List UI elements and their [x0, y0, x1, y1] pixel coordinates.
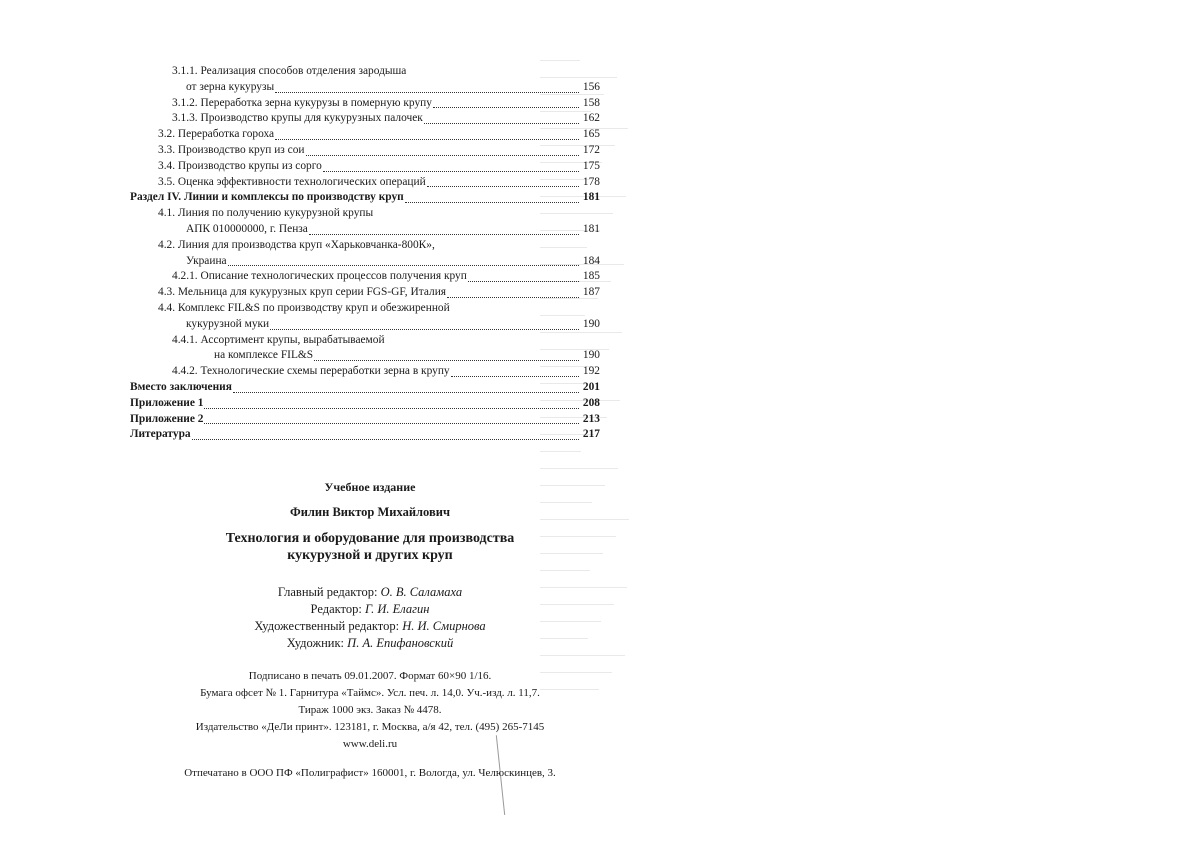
toc-leader-dots — [433, 106, 579, 108]
toc-leader-dots — [405, 201, 579, 203]
credit-chief-editor — [150, 584, 590, 601]
toc-entry — [130, 111, 600, 127]
toc-leader-dots — [275, 138, 579, 140]
toc-entry — [130, 317, 600, 333]
toc-leader-dots — [468, 280, 579, 282]
toc-entry — [130, 380, 600, 396]
credit-role: Редактор: — [310, 602, 365, 616]
book-title-line-1: Технология и оборудование для производства — [225, 531, 515, 546]
toc-entry — [130, 222, 600, 238]
toc-entry-title: 4.3. Мельница для кукурузных круп серии FGS-GF, Италия — [158, 286, 447, 299]
toc-leader-dots — [314, 359, 579, 361]
toc-entry-title: 4.4.2. Технологические схемы переработки зерна в крупу — [172, 365, 450, 378]
toc-entry — [130, 427, 600, 443]
toc-entry-page: 217 — [582, 428, 600, 441]
toc-leader-dots — [233, 391, 579, 393]
book-title — [150, 530, 590, 564]
toc-leader-dots — [309, 233, 579, 235]
toc-entry — [130, 364, 600, 380]
toc-entry-title: Литература — [130, 428, 191, 441]
table-of-contents — [130, 64, 600, 443]
toc-entry — [130, 269, 600, 285]
toc-entry — [130, 143, 600, 159]
toc-leader-dots — [192, 438, 579, 440]
toc-entry-page: 213 — [582, 412, 600, 425]
toc-leader-dots — [447, 296, 579, 298]
toc-entry-page: 172 — [582, 143, 600, 156]
credit-artist — [150, 635, 590, 652]
toc-leader-dots — [323, 170, 579, 172]
toc-entry — [130, 301, 600, 317]
pub-line: Тираж 1000 экз. Заказ № 4478. — [298, 704, 442, 716]
toc-entry-page: 201 — [582, 380, 600, 393]
credit-role: Художественный редактор: — [254, 619, 403, 633]
pub-line: www.deli.ru — [342, 738, 398, 750]
toc-entry — [130, 80, 600, 96]
credits — [150, 584, 590, 652]
toc-entry-page: 192 — [582, 365, 600, 378]
toc-leader-dots — [451, 375, 579, 377]
ghost-line — [540, 60, 580, 61]
toc-entry — [130, 159, 600, 175]
credit-art-editor — [150, 618, 590, 635]
credit-editor — [150, 601, 590, 618]
toc-entry-page: 181 — [582, 191, 600, 204]
toc-entry-title: кукурузной муки — [186, 317, 270, 330]
toc-leader-dots — [204, 407, 579, 409]
publication-details — [150, 668, 590, 753]
toc-entry — [130, 396, 600, 412]
edition-type: Учебное издание — [324, 480, 416, 494]
toc-entry — [130, 412, 600, 428]
toc-entry-page: 178 — [582, 175, 600, 188]
toc-entry-title: Раздел IV. Линии и комплексы по производству круп — [130, 191, 404, 204]
toc-entry-page: 184 — [582, 254, 600, 267]
toc-entry-page: 156 — [582, 80, 600, 93]
toc-leader-dots — [270, 328, 579, 330]
toc-entry-page: 162 — [582, 112, 600, 125]
credit-role: Художник: — [286, 636, 348, 650]
toc-leader-dots — [275, 91, 579, 93]
book-title-line-2: кукурузной и других круп — [287, 548, 453, 563]
toc-entry — [130, 96, 600, 112]
toc-entry-title: 3.5. Оценка эффективности технологических операций — [158, 175, 426, 188]
toc-leader-dots — [204, 422, 579, 424]
printer-line: Отпечатано в ООО ПФ «Полиграфист» 160001, г. Вологда, ул. Челюскинцев, 3. — [184, 767, 556, 779]
toc-entry-page: 190 — [582, 317, 600, 330]
toc-entry-page: 165 — [582, 128, 600, 141]
credit-role: Главный редактор: — [277, 585, 381, 599]
toc-entry — [130, 254, 600, 270]
toc-entry-page: 158 — [582, 96, 600, 109]
toc-leader-dots — [306, 154, 580, 156]
toc-entry — [130, 238, 600, 254]
toc-entry-page: 185 — [582, 270, 600, 283]
toc-entry-page: 187 — [582, 286, 600, 299]
toc-entry-title: 3.1.3. Производство крупы для кукурузных палочек — [172, 112, 423, 125]
ghost-line — [540, 451, 581, 452]
toc-entry-page: 181 — [582, 222, 600, 235]
toc-entry-title: 3.1.1. Реализация способов отделения зародыша — [172, 65, 407, 77]
toc-entry — [130, 206, 600, 222]
toc-entry-page: 208 — [582, 396, 600, 409]
toc-entry-title: Приложение 2 — [130, 412, 204, 425]
toc-entry-page: 175 — [582, 159, 600, 172]
imprint-block — [150, 480, 590, 779]
toc-entry-title: 4.1. Линия по получению кукурузной крупы — [158, 207, 374, 220]
pub-line: Бумага офсет № 1. Гарнитура «Таймс». Усл. печ. л. 14,0. Уч.-изд. л. 11,7. — [200, 687, 540, 699]
toc-leader-dots — [427, 185, 579, 187]
toc-entry — [130, 333, 600, 349]
toc-entry — [130, 175, 600, 191]
toc-leader-dots — [424, 122, 579, 124]
pub-line: Подписано в печать 09.01.2007. Формат 60×90 1/16. — [248, 670, 492, 682]
toc-entry-title: 4.4.1. Ассортимент крупы, вырабатываемой — [172, 333, 385, 346]
toc-entry — [130, 127, 600, 143]
toc-leader-dots — [228, 264, 579, 266]
toc-entry-title: Приложение 1 — [130, 396, 204, 409]
credit-person: Н. И. Смирнова — [402, 619, 486, 633]
toc-entry — [130, 285, 600, 301]
toc-entry-title: 4.4. Комплекс FIL&S по производству круп и обезжиренной — [158, 301, 450, 314]
toc-entry-title: 3.1.2. Переработка зерна кукурузы в померную крупу — [172, 96, 432, 109]
author-name: Филин Виктор Михайлович — [289, 505, 451, 519]
toc-entry-title: Украина — [186, 254, 227, 267]
toc-entry-title: АПК 010000000, г. Пенза — [186, 222, 308, 235]
toc-entry-title: Вместо заключения — [130, 380, 232, 393]
credit-person: О. В. Саламаха — [380, 585, 463, 599]
toc-entry-title: 3.2. Переработка гороха — [158, 128, 275, 141]
toc-entry — [130, 190, 600, 206]
toc-entry — [130, 64, 600, 80]
ghost-line — [540, 468, 618, 469]
credit-person: П. А. Епифановский — [347, 636, 454, 650]
toc-entry-title: 3.3. Производство круп из сои — [158, 143, 305, 156]
toc-entry-title: 4.2. Линия для производства круп «Харьковчанка-800К», — [158, 238, 435, 251]
toc-entry-title: 4.2.1. Описание технологических процессов получения круп — [172, 270, 467, 283]
credit-person: Г. И. Елагин — [364, 602, 430, 616]
toc-entry-title: 3.4. Производство крупы из сорго — [158, 159, 322, 172]
pub-line: Издательство «ДеЛи принт». 123181, г. Москва, а/я 42, тел. (495) 265-7145 — [195, 721, 545, 733]
toc-entry-title: на комплексе FIL&S — [214, 349, 314, 362]
toc-entry — [130, 348, 600, 364]
toc-entry-title: от зерна кукурузы — [186, 80, 275, 93]
toc-entry-page: 190 — [582, 349, 600, 362]
